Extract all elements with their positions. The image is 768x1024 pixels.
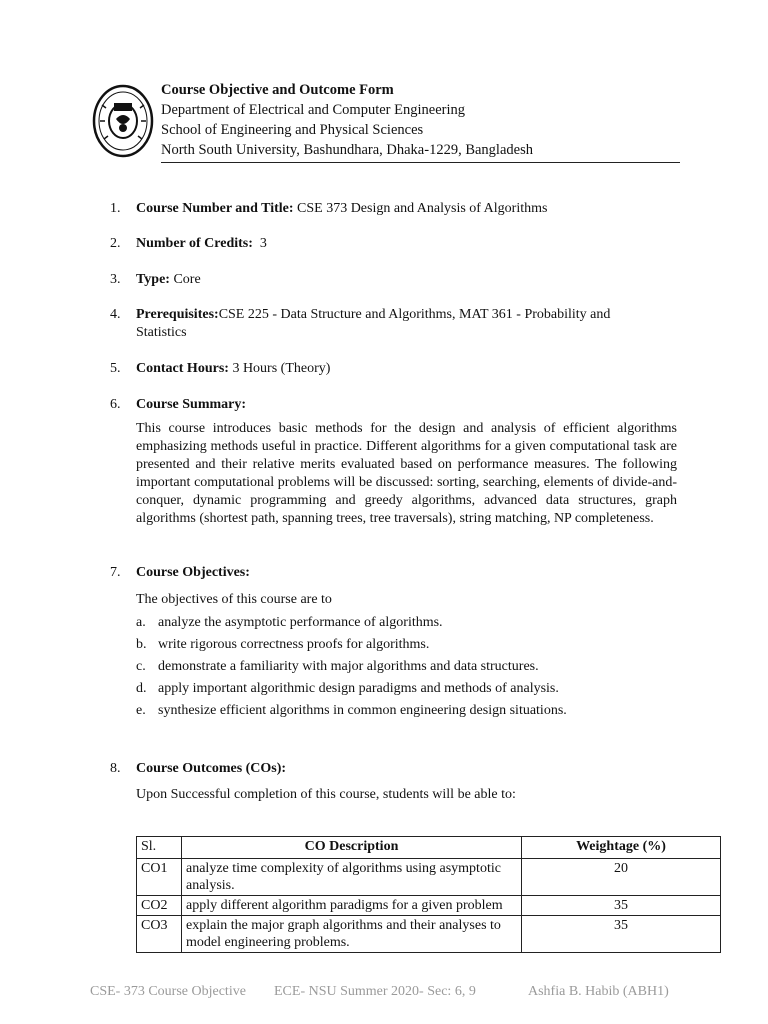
list-item: b. write rigorous correctness proofs for algorithms.	[136, 637, 430, 652]
course-summary-text: This course introduces basic methods for the design and analysis of efficient algorithms emphasizing methods useful in practice. Different algorithms for a given computational task are presented and their relative merits evaluated based on performance measures. The following important computational problems will be discussed: sorting, searching, elements of divide-and-conquer, dynamic programming and greedy algorithms, advanced data structures, graph algorithms (shortest path, spanning trees, tree traversals), string matching, NP completeness.	[136, 421, 677, 526]
item-label: Course Objectives:	[136, 565, 250, 580]
item-value: CSE 225 - Data Structure and Algorithms, MAT 361 - Probability and Statistics	[136, 307, 611, 340]
outcomes-intro: Upon Successful completion of this course, students will be able to:	[136, 787, 516, 802]
item-number: 1.	[110, 201, 121, 216]
co-id-cell: CO3	[137, 916, 182, 953]
table-row	[137, 916, 721, 953]
table-row	[137, 896, 721, 916]
item-label: Prerequisites:	[136, 307, 219, 322]
form-title: Course Objective and Outcome Form	[161, 82, 394, 98]
objectives-intro: The objectives of this course are to	[136, 592, 332, 607]
university-address: North South University, Bashundhara, Dhaka-1229, Bangladesh	[161, 142, 533, 158]
item-number: 7.	[110, 565, 121, 580]
item-number: 8.	[110, 761, 121, 776]
co-weight-cell: 35	[522, 896, 721, 916]
item-number: 4.	[110, 307, 121, 322]
university-seal-icon	[92, 83, 154, 159]
list-item: d. apply important algorithmic design paradigms and methods of analysis.	[136, 681, 559, 696]
co-description-cell: analyze time complexity of algorithms using asymptotic analysis.	[182, 859, 522, 896]
school-name: School of Engineering and Physical Sciences	[161, 122, 424, 138]
co-weight-cell: 20	[522, 859, 721, 896]
footer-left: CSE- 373 Course Objective	[90, 984, 246, 999]
item-number: 6.	[110, 397, 121, 412]
item-value: 3 Hours (Theory)	[228, 361, 331, 376]
list-item: a. analyze the asymptotic performance of algorithms.	[136, 615, 443, 630]
item-label: Course Summary:	[136, 397, 247, 412]
column-header: Sl.	[137, 837, 182, 859]
table-row	[137, 859, 721, 896]
co-description-cell: apply different algorithm paradigms for a given problem	[182, 896, 522, 916]
item-value: Core	[169, 272, 201, 287]
co-id-cell: CO2	[137, 896, 182, 916]
co-weight-cell: 35	[522, 916, 721, 953]
item-number: 5.	[110, 361, 121, 376]
column-header: Weightage (%)	[522, 837, 721, 859]
item-label: Course Number and Title:	[136, 201, 294, 216]
co-description-cell: explain the major graph algorithms and their analyses to model engineering problems.	[182, 916, 522, 953]
footer-middle: ECE- NSU Summer 2020- Sec: 6, 9	[274, 984, 476, 999]
item-number: 2.	[110, 236, 121, 251]
co-id-cell: CO1	[137, 859, 182, 896]
course-outcomes-table	[136, 836, 721, 953]
item-label: Course Outcomes (COs):	[136, 761, 287, 776]
header-text-block	[161, 80, 680, 163]
item-value: 3	[252, 236, 267, 251]
item-number: 3.	[110, 272, 121, 287]
item-value: CSE 373 Design and Analysis of Algorithms	[293, 201, 548, 216]
table-header-row	[137, 837, 721, 859]
objectives-list	[136, 612, 696, 722]
department-name: Department of Electrical and Computer Engineering	[161, 102, 465, 118]
list-item: c. demonstrate a familiarity with major algorithms and data structures.	[136, 659, 539, 674]
footer-right: Ashfia B. Habib (ABH1)	[528, 984, 669, 999]
item-label: Contact Hours:	[136, 361, 229, 376]
item-label: Type:	[136, 272, 170, 287]
column-header: CO Description	[182, 837, 522, 859]
list-item: e. synthesize efficient algorithms in common engineering design situations.	[136, 703, 567, 718]
item-label: Number of Credits:	[136, 236, 253, 251]
